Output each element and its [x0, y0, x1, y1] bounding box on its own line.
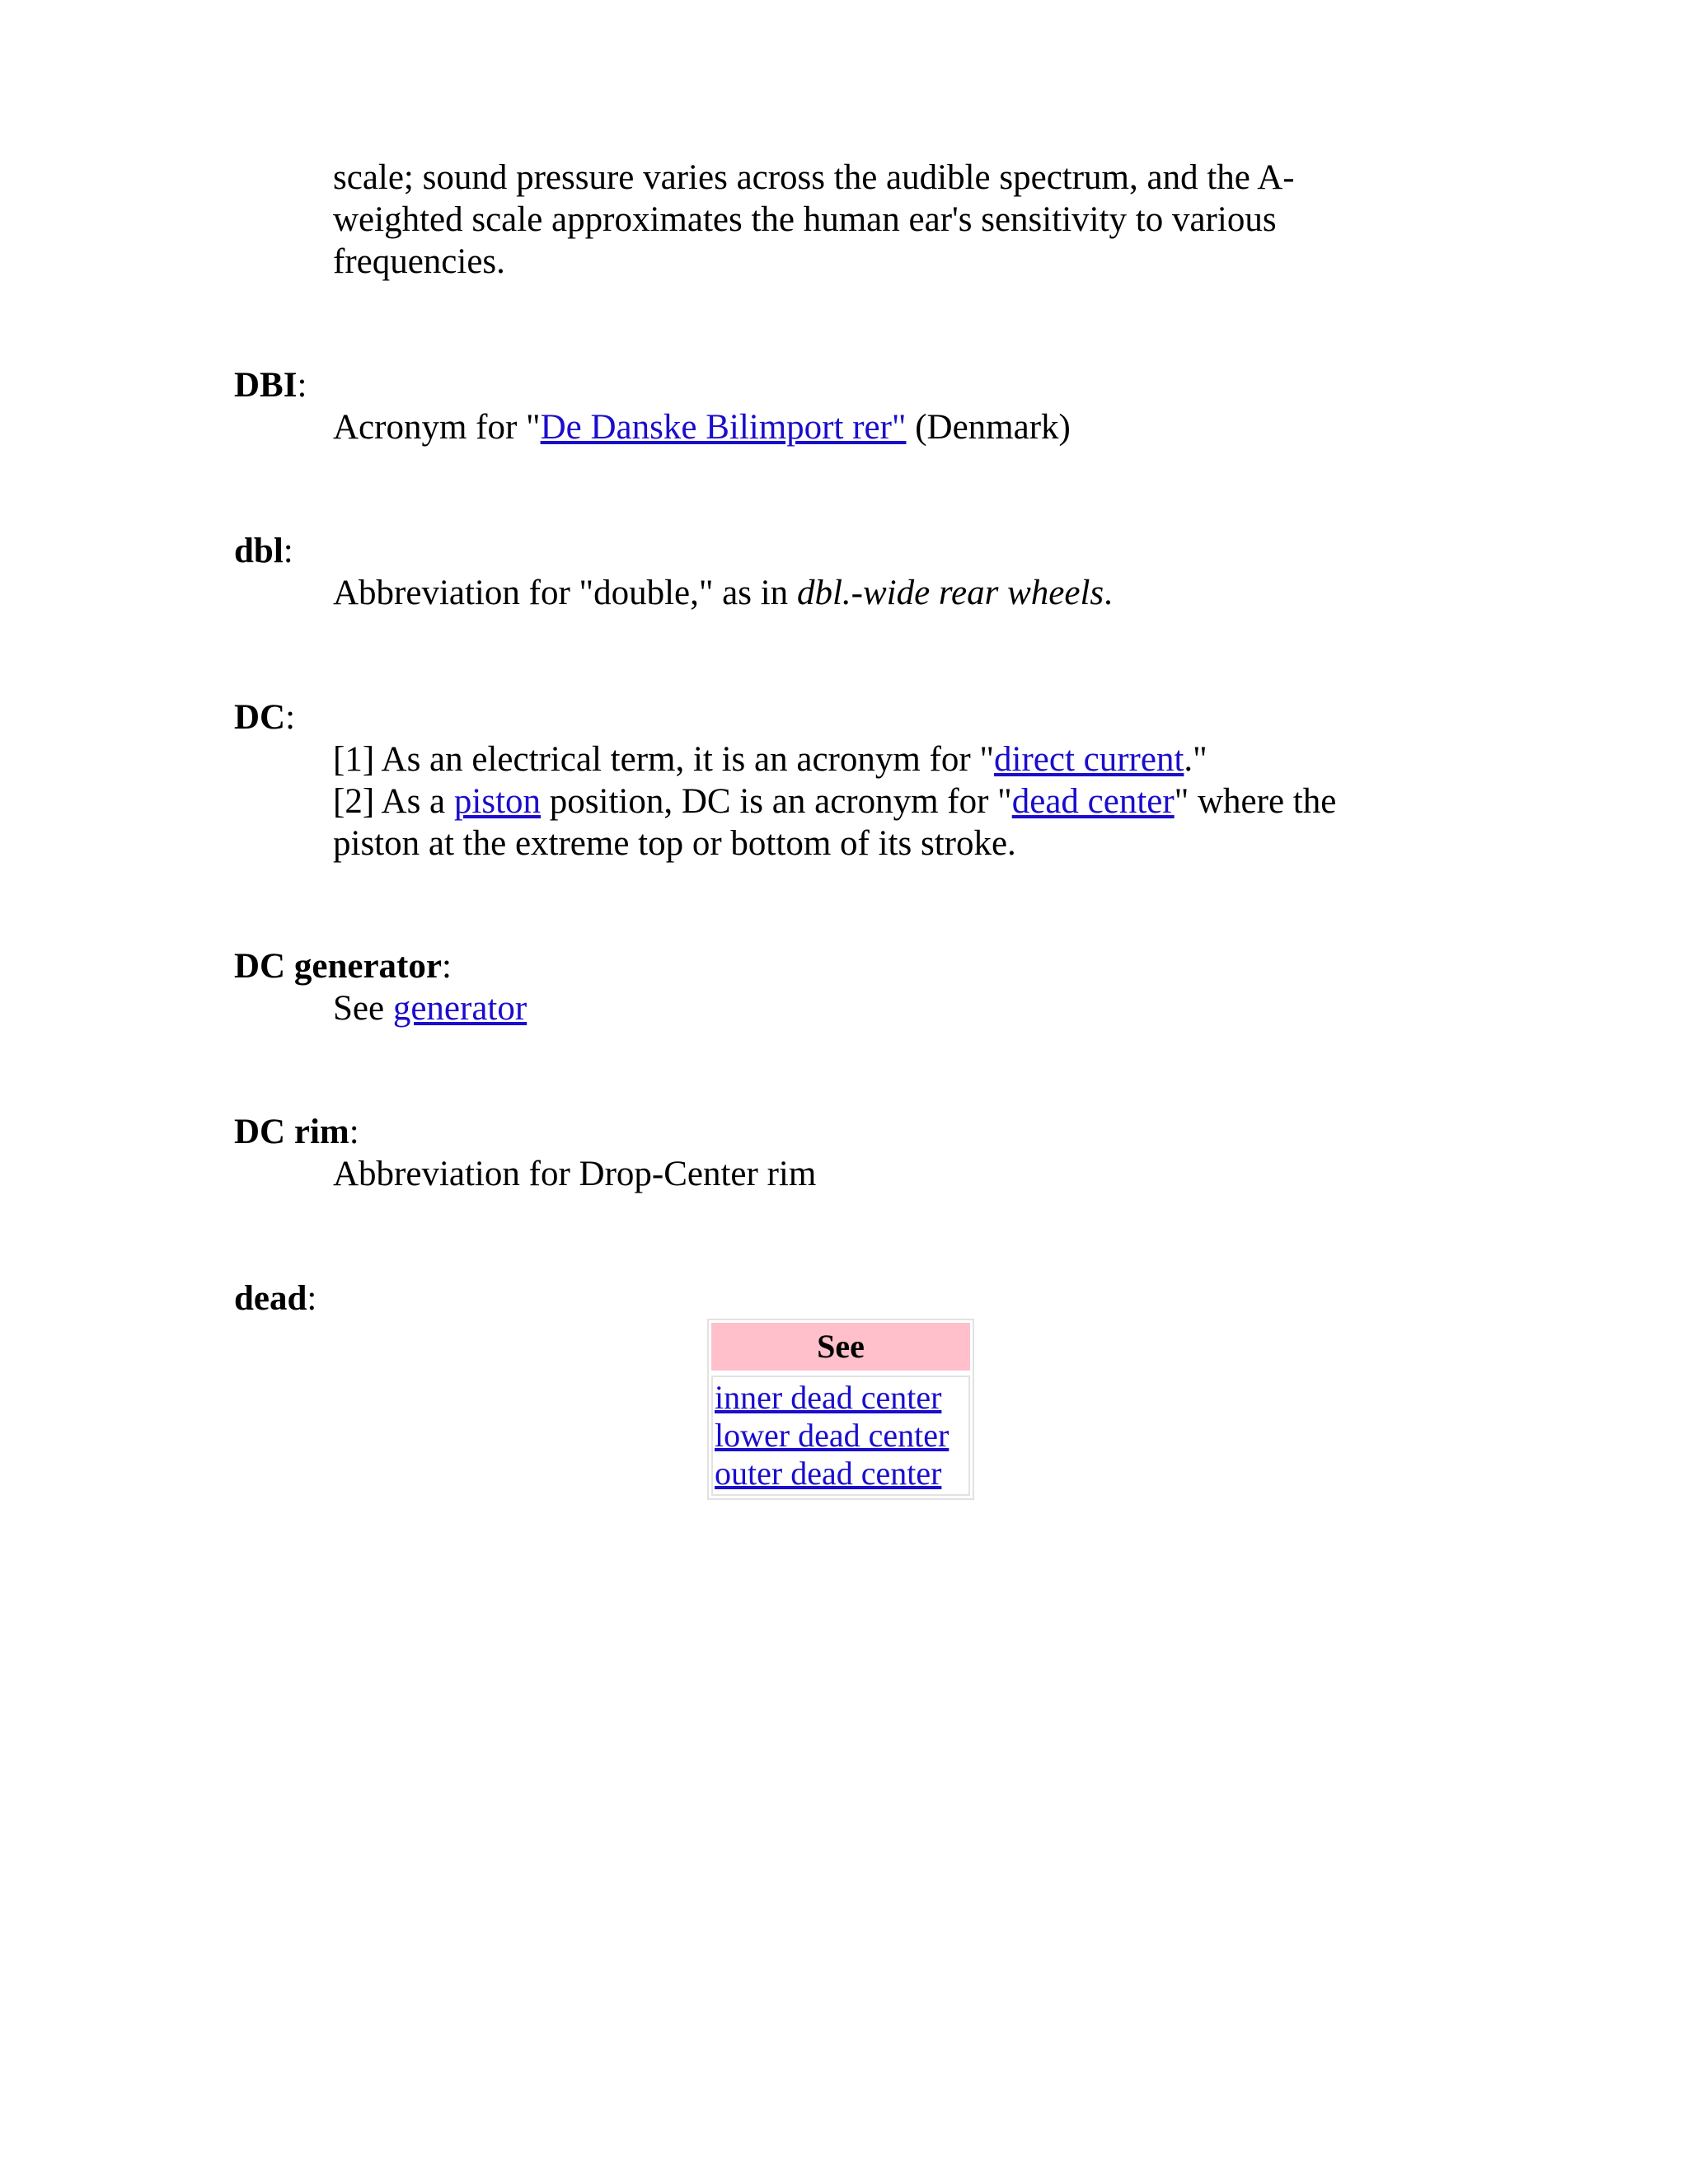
link-de-danske-bilimport[interactable]: De Danske Bilimport rer": [540, 408, 907, 447]
link-piston[interactable]: piston: [453, 782, 542, 821]
term-dc-generator-colon: :: [441, 947, 452, 986]
term-dead-colon: :: [307, 1279, 317, 1318]
see-also-header: See: [711, 1323, 970, 1371]
term-dc-label: DC: [234, 698, 286, 737]
definition-dc-line-2: [333, 780, 1404, 823]
term-dead-label: dead: [234, 1279, 307, 1318]
link-outer-dead-center[interactable]: outer dead center: [715, 1455, 942, 1492]
intro-line-2: weighted scale approximates the human ear's sensitivity to various: [333, 200, 1277, 239]
link-generator[interactable]: generator: [392, 989, 528, 1028]
intro-line-1: scale; sound pressure varies across the audible spectrum, and the A-: [333, 158, 1295, 197]
definition-dc-l1-post: .": [1184, 740, 1207, 779]
link-direct-current[interactable]: direct current: [994, 740, 1184, 779]
intro-line-3: frequencies.: [333, 242, 505, 281]
term-dbl: [234, 530, 293, 572]
definition-dc-l2-mid: position, DC is an acronym for ": [541, 782, 1012, 821]
definition-dc-l2-pre: [2] As a: [333, 782, 454, 821]
definition-dc-generator: [333, 987, 1404, 1029]
definition-dc-line-1: [333, 738, 1404, 780]
term-dead: [234, 1277, 316, 1319]
definition-dc-line-3: piston at the extreme top or bottom of its stroke.: [333, 824, 1016, 863]
definition-dc-generator-pre: See: [333, 989, 393, 1028]
definition-dbl-post: .: [1104, 574, 1113, 612]
definition-dbi-post: (Denmark): [906, 408, 1071, 447]
term-dbl-colon: :: [283, 532, 293, 570]
term-dbi-colon: :: [297, 366, 307, 405]
term-dbi: [234, 364, 307, 406]
term-dc-rim: [234, 1111, 359, 1153]
see-also-table: [707, 1319, 974, 1500]
term-dc-colon: :: [285, 698, 296, 737]
definition-dbi: [333, 406, 1404, 448]
term-dc-rim-colon: :: [349, 1113, 359, 1151]
definition-dbl-pre: Abbreviation for "double," as in: [333, 574, 797, 612]
link-lower-dead-center[interactable]: lower dead center: [715, 1417, 950, 1454]
intro-definition: [333, 157, 1404, 283]
definition-dbl: [333, 572, 1404, 614]
term-dbl-label: dbl: [234, 532, 284, 570]
term-dc-generator: [234, 945, 452, 987]
link-inner-dead-center[interactable]: inner dead center: [715, 1379, 942, 1416]
see-also-list: [711, 1376, 970, 1496]
definition-dc-l1-pre: [1] As an electrical term, it is an acronym for ": [333, 740, 995, 779]
definition-dc-rim: Abbreviation for Drop-Center rim: [333, 1155, 817, 1193]
term-dbi-label: DBI: [234, 366, 298, 405]
definition-dbl-example: dbl.-wide rear wheels: [796, 574, 1104, 612]
definition-dbi-pre: Acronym for ": [333, 408, 541, 447]
link-dead-center[interactable]: dead center: [1011, 782, 1175, 821]
term-dc-generator-label: DC generator: [234, 947, 442, 986]
term-dc-rim-label: DC rim: [234, 1113, 349, 1151]
term-dc: [234, 696, 295, 738]
definition-dc-l2-post: " where the: [1174, 782, 1337, 821]
definition-dc: [333, 738, 1404, 865]
